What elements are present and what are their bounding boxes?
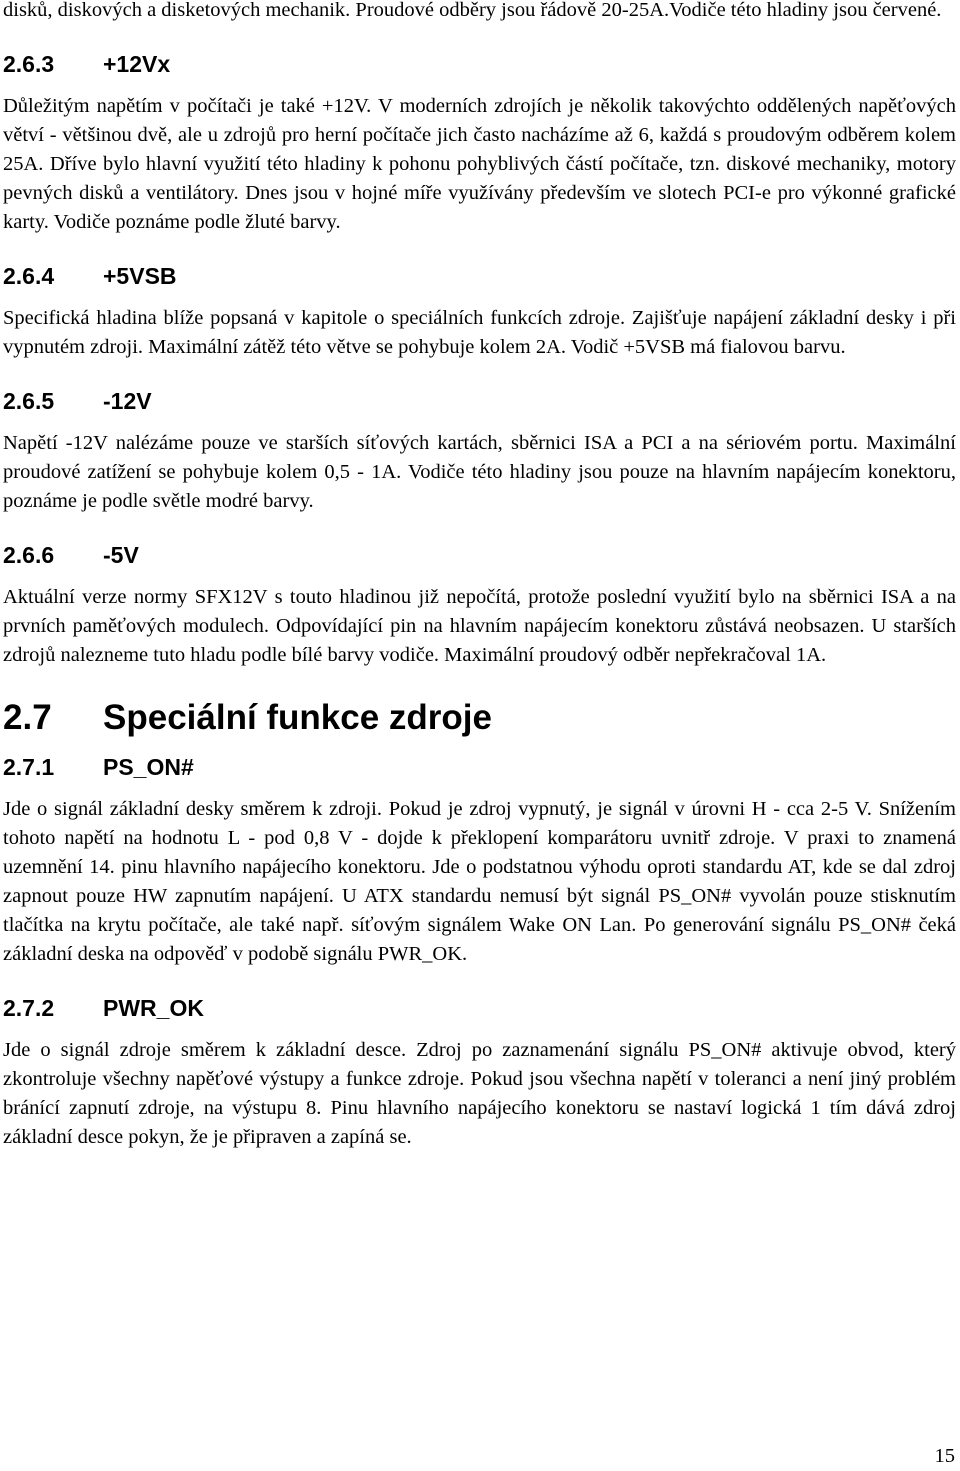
section-title: PWR_OK (103, 995, 204, 1021)
chapter-heading-2-7 (3, 696, 956, 740)
section-heading-2-6-6 (3, 540, 956, 570)
section-title: -5V (103, 542, 139, 568)
section-number: 2.6.5 (3, 388, 55, 414)
section-heading-2-6-5 (3, 386, 956, 416)
section-paragraph-2-6-5: Napětí -12V nalézáme pouze ve starších síťových kartách, sběrnici ISA a PCI a na sériovém portu. Maximální proudové zatížení se pohybuje kolem 0,5 - 1A. Vodiče této hladiny jsou pouze na hlavním napájecím konektoru, poznáme je podle světle modré barvy. (3, 432, 956, 512)
document-page (3, 0, 956, 1152)
section-heading-2-7-2 (3, 993, 956, 1023)
section-paragraph-2-6-6: Aktuální verze normy SFX12V s touto hladinou již nepočítá, protože poslední využití bylo na sběrnici ISA a na prvních paměťových modulech. Odpovídající pin na hlavním napájecím konektoru zůstává neobsazen. U starších zdrojů nalezneme tuto hladu podle bílé barvy vodiče. Maximální proudový odběr nepřekračoval 1A. (3, 586, 956, 666)
section-number: 2.7.2 (3, 995, 55, 1021)
chapter-number: 2.7 (3, 698, 52, 737)
section-title: PS_ON# (103, 754, 194, 780)
section-heading-2-6-4 (3, 261, 956, 291)
section-title: +12Vx (103, 51, 171, 77)
section-number: 2.6.6 (3, 542, 55, 568)
section-paragraph-2-7-2: Jde o signál zdroje směrem k základní desce. Zdroj po zaznamenání signálu PS_ON# aktivuje obvod, který zkontroluje všechny napěťové výstupy a funkce zdroje. Pokud jsou všechna napětí v toleranci a není jiný problém bránící zapnutí zdroje, na výstupu 8. Pinu hlavního napájecího konektoru se nastaví logická 1 tím dává zdroj základní desce pokyn, že je připraven a zapíná se. (3, 1039, 956, 1148)
section-paragraph-2-6-3: Důležitým napětím v počítači je také +12V. V moderních zdrojích je několik takovýchto oddělených napěťových větví - většinou dvě, ale u zdrojů pro herní počítače jich často nacházíme až 6, každá s proudovým odběrem kolem 25A. Dříve bylo hlavní využití této hladiny k pohonu pohyblivých částí počítače, tzn. diskové mechaniky, motory pevných disků a ventilátory. Dnes jsou v hojné míře využívány především ve slotech PCI-e pro výkonné grafické karty. Vodiče poznáme podle žluté barvy. (3, 95, 956, 233)
section-number: 2.6.3 (3, 51, 55, 77)
section-title: -12V (103, 388, 152, 414)
page-number: 15 (934, 1445, 955, 1467)
section-paragraph-2-7-1: Jde o signál základní desky směrem k zdroji. Pokud je zdroj vypnutý, je signál v úrovni H - cca 2-5 V. Snížením tohoto napětí na hodnotu L - pod 0,8 V - dojde k překlopení komparátoru uvnitř zdroje. V praxi to znamená uzemnění 14. pinu hlavního napájecího konektoru. Jde o podstatnou výhodu oproti standardu AT, kde se dal zdroj zapnout pouze HW zapnutím napájení. U ATX standardu nemusí být signál PS_ON# vyvolán pouze stisknutím tlačítka na krytu počítače, ale také např. síťovým signálem Wake ON Lan. Po generování signálu PS_ON# čeká základní deska na odpověď v podobě signálu PWR_OK. (3, 798, 956, 965)
section-title: +5VSB (103, 263, 177, 289)
chapter-title: Speciální funkce zdroje (103, 698, 492, 737)
intro-paragraph: disků, diskových a disketových mechanik. Proudové odběry jsou řádově 20-25A.Vodiče této hladiny jsou červené. (3, 0, 942, 21)
section-heading-2-6-3 (3, 49, 956, 79)
section-paragraph-2-6-4: Specifická hladina blíže popsaná v kapitole o speciálních funkcích zdroje. Zajišťuje napájení základní desky i při vypnutém zdroji. Maximální zátěž této větve se pohybuje kolem 2A. Vodič +5VSB má fialovou barvu. (3, 307, 956, 358)
section-number: 2.6.4 (3, 263, 55, 289)
section-number: 2.7.1 (3, 754, 55, 780)
section-heading-2-7-1 (3, 752, 956, 782)
